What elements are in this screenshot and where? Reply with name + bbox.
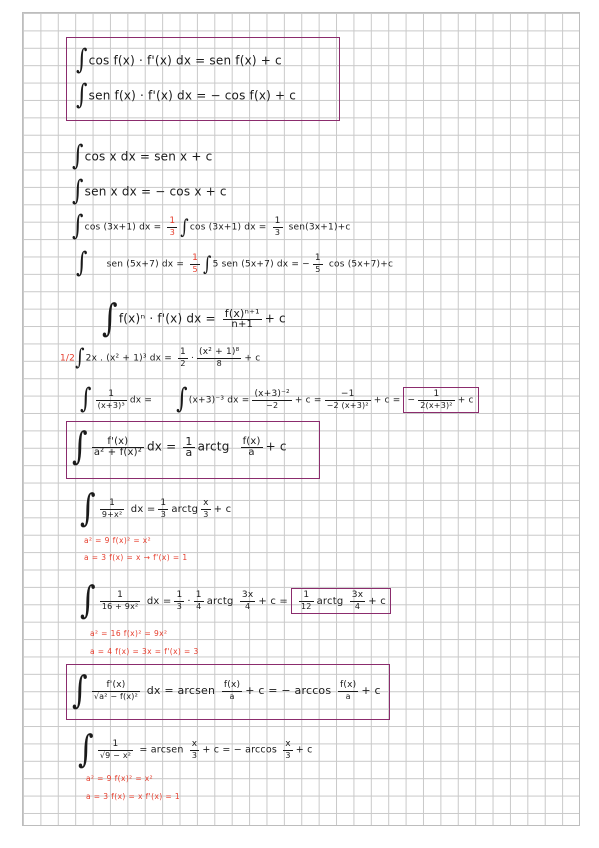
formula-text: sen x dx = − cos x + c xyxy=(84,184,227,199)
expr: cos (3x+1) dx = xyxy=(84,222,165,233)
integral-sign: ∫ xyxy=(80,486,96,531)
fraction: $\frac{f(x)}{a}$ xyxy=(242,436,261,458)
answer-box: − $\frac{1}{\text{2(x+3)²}}$ + c xyxy=(403,387,479,413)
fraction: $\frac{1}{3}$ xyxy=(274,216,281,237)
fraction: $\frac{1}{\text{9+x²}}$ xyxy=(101,498,123,519)
integral-sign: ∫ xyxy=(72,140,84,172)
example-sen-5x xyxy=(76,247,394,279)
fraction: $\frac{1}{\text{√9 − x²}}$ xyxy=(99,739,132,760)
fraction: $\frac{1}{5}$ xyxy=(314,253,321,274)
formula-arcsen xyxy=(72,668,381,713)
formula-cos-basic xyxy=(72,140,213,172)
formula-text: sen f(x) · f'(x) dx = − cos f(x) + c xyxy=(88,88,297,103)
fraction: $\frac{x}{3}$ xyxy=(285,739,291,760)
fraction: $\frac{1}{\text{(x+3)³}}$ xyxy=(97,389,125,410)
integral-sign: ∫ xyxy=(203,251,212,276)
fraction: $\frac{1}{a}$ xyxy=(185,435,193,459)
integral-sign: ∫ xyxy=(72,175,84,207)
expr: 2x . (x² + 1)³ dx = xyxy=(85,353,176,364)
formula-arctg xyxy=(72,424,287,469)
expr: dx = xyxy=(146,596,172,607)
formula-sen-composite xyxy=(76,79,297,111)
expr: + c xyxy=(361,684,381,697)
expr: dx = arcsen xyxy=(146,684,216,697)
expr: + c = xyxy=(258,596,288,607)
fraction: $\frac{1}{4}$ xyxy=(195,590,202,611)
expr: + c = − arccos xyxy=(245,684,332,697)
note-line: a² = 16 f(x)² = 9x² xyxy=(90,629,168,638)
formula-text: cos x dx = sen x + c xyxy=(84,149,213,164)
expr: (x+3)⁻³ dx = xyxy=(188,395,250,406)
example-arcsen-9 xyxy=(78,727,313,772)
fraction: $\frac{f'(x)}{\text{√a² − f(x)²}}$ xyxy=(93,680,139,701)
expr: arctg xyxy=(197,439,230,454)
integral-sign: ∫ xyxy=(176,383,188,415)
expr: + c xyxy=(213,504,232,515)
note-line: a² = 9 f(x)² = x² xyxy=(84,536,152,545)
formula-cos-composite xyxy=(76,44,282,76)
red-coefficient: $\frac{1}{5}$ xyxy=(192,253,199,274)
expr: cos (5x+7)+c xyxy=(325,259,394,270)
fraction: $\frac{f(x)}{a}$ xyxy=(223,680,241,701)
integral-sign: ∫ xyxy=(76,44,88,76)
fraction: $\frac{1}{2}$ xyxy=(180,347,186,368)
integral-sign: ∫ xyxy=(80,383,92,415)
fraction: $\frac{-1}{\text{−2 (x+3)²}}$ xyxy=(326,389,369,410)
integral-sign: ∫ xyxy=(180,214,189,239)
expr: = arcsen xyxy=(139,744,184,756)
expr: dx = xyxy=(146,439,181,454)
fraction: $\frac{3x}{4}$ xyxy=(351,590,364,611)
fraction: $\frac{f'(x)}{\text{a² + f(x)²}}$ xyxy=(93,436,142,458)
expr: + c xyxy=(244,353,261,364)
expr: + c = − arccos xyxy=(202,744,278,756)
expr: dx = xyxy=(130,504,156,515)
integral-sign: ∫ xyxy=(75,344,85,371)
example-cos-3x xyxy=(72,210,351,242)
formula-sen-basic xyxy=(72,175,227,207)
expr: dx = xyxy=(129,395,153,406)
fraction: $\frac{1}{\text{16 + 9x²}}$ xyxy=(101,590,139,611)
example-arctg-9 xyxy=(80,486,232,531)
expr: + c = xyxy=(294,395,322,406)
integral-sign: ∫ xyxy=(72,424,88,469)
fraction: $\frac{x}{3}$ xyxy=(191,739,198,760)
integral-sign: ∫ xyxy=(72,668,88,713)
fraction: $\frac{1}{3}$ xyxy=(160,498,167,519)
integral-sign: ∫ xyxy=(78,727,94,772)
fraction: $\frac{\text{(x² + 1)⁸}}{8}$ xyxy=(199,347,240,368)
integral-sign: ∫ xyxy=(80,578,96,623)
expr: + c xyxy=(265,439,287,454)
expr: arctg xyxy=(206,596,234,607)
example-negative-power xyxy=(80,383,479,415)
expr: sen (5x+7) dx = xyxy=(106,259,188,270)
integral-sign: ∫ xyxy=(76,247,88,279)
integral-sign: ∫ xyxy=(72,210,84,242)
fraction: $\frac{\text{f(x)ⁿ⁺¹}}{n+1}$ xyxy=(224,307,260,330)
expr: f(x)ⁿ · f'(x) dx = xyxy=(118,311,220,326)
fraction: $\frac{\text{(x+3)⁻²}}{-2}$ xyxy=(254,389,290,410)
example-arctg-16: ∫ $\frac{1}{\text{16 + 9x²}}$ dx = $\frac{1}{3}$ · $\frac{1}{4}$ arctg $\frac{3x}{4}$ + c = $\frac{1}{12}$ arctg $\frac{3x}{4}$ + c xyxy=(80,586,391,616)
red-coefficient: $\frac{1}{3}$ xyxy=(169,216,176,237)
fraction: $\frac{x}{3}$ xyxy=(203,498,209,519)
expr: 5 sen (5x+7) dx = − xyxy=(212,259,310,270)
fraction: $\frac{1}{\text{2(x+3)²}}$ xyxy=(420,389,453,410)
expr: + c = xyxy=(373,395,401,406)
fraction: $\frac{f(x)}{a}$ xyxy=(340,680,357,701)
expr: arctg xyxy=(171,504,199,515)
note-line: a² = 9 f(x)² = x² xyxy=(86,774,154,783)
integral-sign: ∫ xyxy=(102,296,118,341)
expr: sen(3x+1)+c xyxy=(285,222,351,233)
fraction: $\frac{1}{3}$ xyxy=(176,590,183,611)
fraction: $\frac{3x}{4}$ xyxy=(241,590,254,611)
expr: + c xyxy=(295,744,313,756)
note-line: a = 4 f(x) = 3x = f'(x) = 3 xyxy=(90,647,199,656)
formula-power-rule xyxy=(102,296,286,341)
note-line: a = 3 f(x) = x → f'(x) = 1 xyxy=(84,553,188,562)
fraction: $\frac{1}{12}$ xyxy=(301,590,312,611)
red-coefficient: 1/2 xyxy=(60,353,76,364)
expr: cos (3x+1) dx = xyxy=(189,222,270,233)
integral-sign: ∫ xyxy=(76,79,88,111)
answer-box: $\frac{1}{12}$ arctg $\frac{3x}{4}$ + c xyxy=(291,588,391,614)
formula-text: cos f(x) · f'(x) dx = sen f(x) + c xyxy=(88,53,282,68)
example-power: 1/2∫2x . (x² + 1)³ dx = $\frac{1}{2}$ · $\frac{\text{(x² + 1)⁸}}{8}$ + c xyxy=(60,344,261,371)
note-line: a = 3 f(x) = x f'(x) = 1 xyxy=(86,792,181,801)
expr: + c xyxy=(264,311,286,326)
